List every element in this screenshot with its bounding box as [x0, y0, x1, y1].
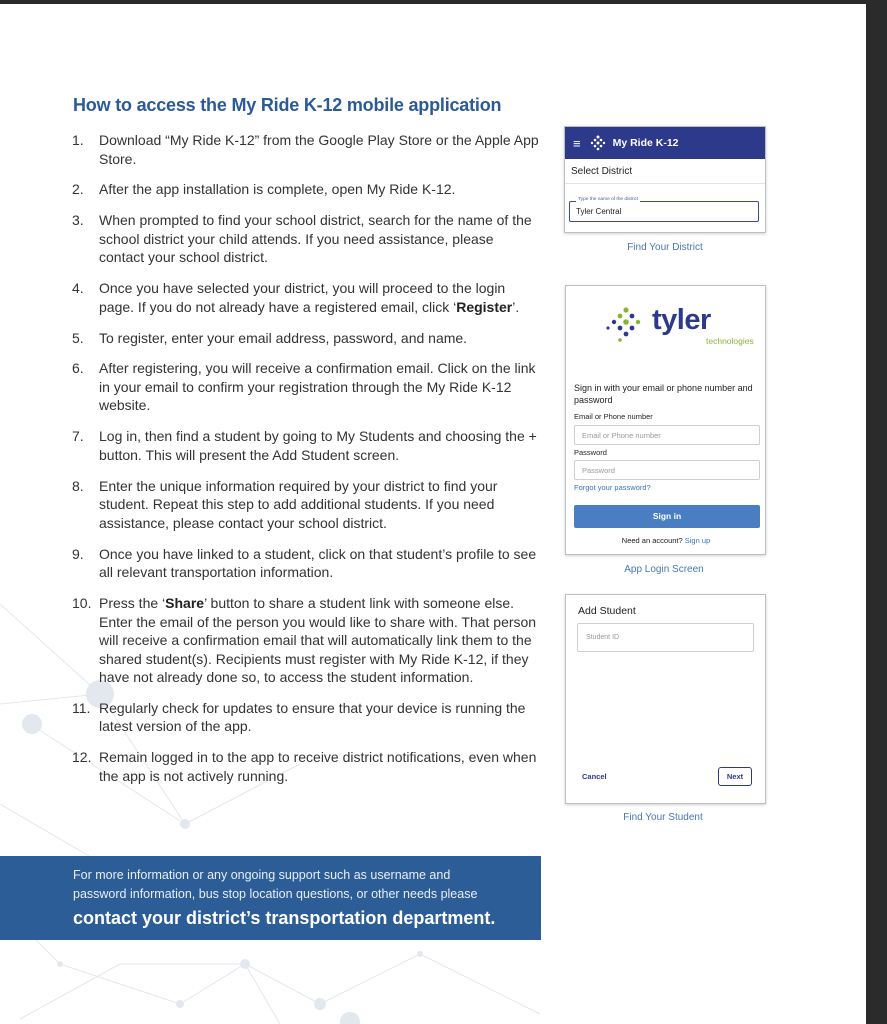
step-number: 10.	[72, 595, 92, 612]
step-number: 7.	[72, 428, 84, 445]
share-keyword: Share	[165, 595, 205, 612]
step-text: Remain logged in to the app to receive district notifications, even when the app is not actively running.	[99, 749, 537, 784]
step-text: After the app installation is complete, open My Ride K-12.	[99, 181, 456, 198]
sign-in-button[interactable]: Sign in	[574, 505, 760, 528]
step-number: 5.	[72, 329, 84, 346]
step-number: 9.	[72, 545, 84, 562]
support-call-to-action: contact your district’s transportation department.	[73, 908, 496, 928]
list-item	[72, 545, 542, 582]
page-title: How to access the My Ride K-12 mobile application	[73, 95, 502, 115]
login-screen-mockup	[565, 285, 766, 555]
support-text-line-1: For more information or any ongoing support such as username and	[73, 868, 451, 882]
step-text-post: ’.	[512, 298, 520, 315]
hamburger-menu-icon: ≡	[573, 135, 581, 151]
list-item	[72, 329, 542, 348]
district-screen-mockup	[564, 126, 766, 233]
list-item	[72, 427, 542, 464]
district-field-value: Tyler Central	[576, 207, 622, 216]
step-text: Regularly check for updates to ensure that your device is running the latest version of the app.	[99, 699, 526, 735]
add-student-screen-mockup	[565, 594, 766, 804]
document-page	[0, 4, 866, 1024]
need-account-label: Need an account?	[621, 536, 683, 545]
list-item	[72, 359, 542, 415]
list-item	[72, 699, 542, 736]
step-number: 1.	[72, 132, 84, 148]
app-title: My Ride K-12	[612, 137, 679, 149]
tyler-brand-subtext: technologies	[706, 336, 754, 346]
sign-up-link[interactable]: Sign up	[684, 536, 711, 545]
signin-prompt: Sign in with your email or phone number and password	[574, 383, 753, 405]
step-number: 11.	[72, 699, 91, 716]
step-text-post: ’ button to share a student link with someone else. Enter the email of the person you would like to share with. That person will receive a confirmation email that will automatically link them to the shared student(s). Recipients must register with My Ride K-12, if they have not already done so, to access the student information.	[99, 595, 537, 686]
student-id-input[interactable]: Student ID	[577, 623, 754, 652]
step-number: 3.	[72, 212, 84, 229]
list-item	[72, 211, 542, 267]
select-district-heading: Select District	[565, 159, 765, 184]
login-caption: App Login Screen	[624, 564, 704, 575]
list-item	[72, 594, 542, 687]
list-item	[72, 477, 542, 533]
list-item	[72, 131, 542, 168]
list-item	[72, 748, 542, 785]
need-account-text	[566, 536, 766, 545]
tyler-logo-icon	[589, 135, 607, 151]
step-number: 8.	[72, 477, 84, 494]
list-item	[72, 279, 542, 316]
tyler-dots-icon	[606, 306, 646, 346]
step-text: Enter the unique information required by your district to find your student. Repeat this step to add additional students. If you need assistance, please contact your school district.	[99, 477, 498, 531]
student-caption: Find Your Student	[623, 812, 703, 823]
step-text: Download “My Ride K-12” from the Google Play Store or the Apple App Store.	[99, 132, 539, 167]
step-text: After registering, you will receive a confirmation email. Click on the link in your email to confirm your registration through the My Ride K-12 website.	[99, 360, 536, 414]
forgot-password-link[interactable]: Forgot your password?	[574, 483, 651, 492]
step-number: 6.	[72, 360, 84, 377]
list-item	[72, 180, 542, 199]
add-student-heading: Add Student	[578, 605, 636, 617]
cancel-button[interactable]: Cancel	[582, 772, 607, 781]
support-text-line-2: password information, bus stop location questions, or other needs please	[73, 887, 478, 901]
password-field[interactable]: Password	[574, 460, 760, 480]
step-text: Log in, then find a student by going to My Students and choosing the + button. This will present the Add Student screen.	[99, 428, 537, 463]
district-search-input[interactable]	[569, 197, 759, 222]
step-text: Once you have linked to a student, click on that student’s profile to see all relevant transportation information.	[99, 545, 537, 581]
support-banner	[0, 856, 541, 940]
register-keyword: Register	[456, 298, 513, 315]
step-text: When prompted to find your school district, search for the name of the school district your child attends. If you need assistance, please contact your school district.	[99, 212, 532, 266]
step-number: 2.	[72, 181, 84, 198]
step-number: 4.	[72, 280, 84, 297]
next-button[interactable]: Next	[718, 767, 752, 786]
email-field[interactable]: Email or Phone number	[574, 425, 760, 445]
instruction-list	[72, 131, 542, 798]
password-label: Password	[574, 448, 607, 457]
app-bar	[565, 127, 765, 159]
district-field-label: Type the name of the district	[578, 197, 639, 202]
district-caption: Find Your District	[627, 242, 703, 253]
step-text-pre: Press the ‘	[99, 595, 166, 612]
tyler-brand-text: tyler	[652, 304, 711, 336]
step-text: To register, enter your email address, password, and name.	[99, 329, 468, 346]
step-number: 12.	[72, 749, 92, 766]
step-text-pre: Once you have selected your district, you will proceed to the login page. If you do not already have a registered email, click ‘	[99, 280, 506, 315]
tyler-technologies-logo	[606, 304, 756, 348]
email-label: Email or Phone number	[574, 412, 653, 421]
